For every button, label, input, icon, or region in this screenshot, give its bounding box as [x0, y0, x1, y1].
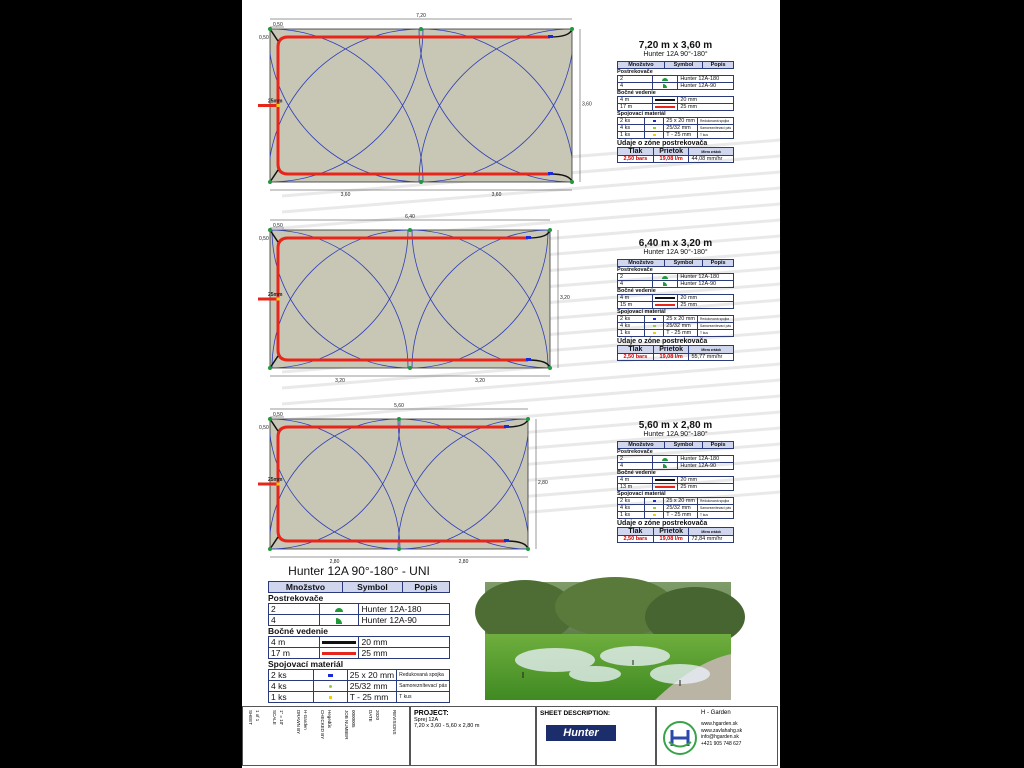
plan-subtitle: Hunter 12A 90°-180° [643, 431, 708, 438]
section-zone: Údaje o zóne postrekovača [617, 520, 708, 527]
reducer-fitting [526, 358, 531, 361]
fitting-icon [645, 125, 664, 132]
half-circle-sprinkler-icon [652, 274, 678, 281]
section-fittings: Spojovací materiál [617, 111, 666, 117]
red-pipe-icon [652, 302, 678, 309]
red-pipe-icon [652, 104, 678, 111]
sprinkler-qty: 2 [269, 604, 320, 615]
sprinkler-head [570, 180, 574, 184]
dim-half-left: 3,20 [335, 378, 345, 384]
lawn-area [270, 419, 528, 549]
fitting-qty: 2 ks [269, 670, 314, 681]
fitting-icon [645, 323, 664, 330]
dim-height: 2,80 [538, 480, 548, 486]
lateral-desc: 25 mm [359, 648, 450, 659]
sprinkler-head [408, 228, 412, 232]
sprinkler-head [548, 228, 552, 232]
header-qty: Množstvo [269, 582, 343, 593]
tee-icon [313, 692, 347, 703]
sprinkler-head [548, 366, 552, 370]
sprinkler-photo [485, 582, 731, 700]
main-legend-title: Hunter 12A 90°-180° - UNI [288, 564, 430, 578]
plan-title: 6,40 m x 3,20 m [638, 238, 713, 249]
pipe-size-label: 25mm [268, 477, 283, 483]
company-name: H - Garden [701, 710, 731, 716]
pipe-size-label: 25mm [268, 292, 283, 298]
title-block-field: DATE [368, 710, 373, 722]
reducer-fitting [548, 35, 553, 38]
title-block-field: H-Garden [303, 710, 308, 730]
dim-half-right: 3,60 [491, 192, 502, 198]
sprinkler-head [397, 547, 401, 551]
sprinkler-head [526, 417, 530, 421]
sprinkler-head [408, 366, 412, 370]
section-lateral: Bočné vedenie [617, 288, 656, 294]
sprinkler-head [268, 27, 272, 31]
title-block-field: Hegedűs [327, 710, 332, 729]
tee-fitting [277, 483, 280, 486]
company-box [656, 706, 778, 766]
dim-height: 3,20 [560, 295, 570, 301]
fitting-icon [645, 132, 664, 139]
lateral-rows [268, 636, 450, 659]
black-pipe-icon [652, 97, 678, 104]
header-symbol: Symbol [343, 582, 403, 593]
title-block-field: SCALE [272, 710, 277, 725]
quarter-circle-sprinkler-icon [652, 281, 678, 288]
section-zone: Údaje o zóne postrekovača [617, 338, 708, 345]
half-circle-sprinkler-icon [652, 76, 678, 83]
main-legend-table [268, 581, 450, 593]
sprinkler-head [570, 27, 574, 31]
title-block-field: REVISIONS [392, 710, 397, 735]
section-sprinklers: Postrekovače [617, 449, 653, 455]
project-line: 7,20 x 3,60 - 5,60 x 2,80 m [414, 723, 480, 729]
sheet-description-label: SHEET DESCRIPTION: [540, 710, 611, 717]
section-zone: Údaje o zóne postrekovača [617, 140, 708, 147]
dim-half-left: 3,60 [340, 192, 351, 198]
dim-offset-left: 0,50 [259, 236, 269, 242]
project-line: Sprej 12A [414, 717, 439, 723]
fitting-rows [268, 669, 450, 703]
reducer-fitting [504, 425, 509, 428]
sprinkler-head [268, 180, 272, 184]
company-phone: +421 905 748 627 [701, 740, 742, 747]
fitting-qty: 4 ks [269, 681, 314, 692]
sprinkler-head [397, 417, 401, 421]
title-block-field: 2020 [375, 710, 380, 721]
section-lateral: Bočné vedenie [617, 470, 656, 476]
plan-title: 5,60 m x 2,80 m [638, 420, 713, 431]
plan-title: 7,20 m x 3,60 m [638, 40, 713, 51]
legend-header: Množstvo Symbol Popis [617, 441, 734, 449]
sprinkler-head [268, 366, 272, 370]
half-circle-sprinkler-icon [652, 456, 678, 463]
saddle-icon [313, 681, 347, 692]
fitting-icon [645, 498, 664, 505]
section-sprinklers: Postrekovače [617, 267, 653, 273]
fitting-icon [645, 505, 664, 512]
dim-offset-top: 0,50 [273, 412, 283, 418]
tee-fitting [277, 104, 280, 107]
main-legend [268, 564, 450, 703]
plan-legend-3: 5,60 m x 2,80 m Hunter 12A 90°-180° Množstvo Symbol Popis Postrekovače 2 Hunter 12A-180 4 Hunter 12A-90 Bočné vedenie 4 m 20 mm 13 m 25 mm Spojovací materiál 2 ks 25 x 20 mm Redukovaná spojka 4 ks 25/32 mm Samoreznítevací pás 1 ks T - 25 mm T kus Údaje o zóne postrekovača Tlak Prietok Miera zrážok 2,50 bars 19,08 l/m 72,84 mm/hr [617, 420, 734, 543]
section-fittings: Spojovací materiál [617, 491, 666, 497]
dim-total-width: 6,40 [405, 214, 415, 220]
zone-table: Tlak Prietok Miera zrážok 2,50 bars 19,08 l/m 72,84 mm/hr [617, 527, 734, 543]
zone-table: Tlak Prietok Miera zrážok 2,50 bars 19,08 l/m 55,77 mm/hr [617, 345, 734, 361]
fitting-note: Redukovaná spojka [397, 670, 450, 681]
sprinkler-head [526, 547, 530, 551]
hunter-logo: Hunter [546, 725, 616, 741]
black-pipe-icon [652, 295, 678, 302]
fitting-icon [645, 330, 664, 337]
dim-offset-top: 0,50 [273, 223, 283, 229]
section-sprinklers: Postrekovače [268, 593, 324, 603]
lateral-qty: 4 m [269, 637, 320, 648]
lawn-plan-2 [258, 214, 586, 386]
fitting-icon [645, 316, 664, 323]
sheet-description-box [536, 706, 656, 766]
company-web[interactable]: www.hgarden.sk [701, 721, 738, 727]
dim-total-width: 7,20 [416, 13, 426, 19]
dim-offset-top: 0,50 [273, 22, 283, 28]
dim-offset-left: 0,50 [259, 425, 269, 431]
red-pipe-icon [319, 648, 359, 659]
fitting-desc: 25 x 20 mm [347, 670, 396, 681]
fitting-desc: T - 25 mm [347, 692, 396, 703]
reducer-fitting [504, 539, 509, 542]
fitting-qty: 1 ks [269, 692, 314, 703]
company-email[interactable]: info@hgarden.sk [701, 734, 739, 740]
half-circle-sprinkler-icon [319, 604, 359, 615]
fitting-note: T kus [397, 692, 450, 703]
sprinkler-rows [268, 603, 450, 626]
dim-height: 3,60 [582, 101, 592, 108]
quarter-circle-sprinkler-icon [652, 83, 678, 90]
fitting-note: Samoreznítevací pás [397, 681, 450, 692]
sprinkler-desc: Hunter 12A-180 [359, 604, 450, 615]
fitting-icon [645, 512, 664, 519]
header-desc: Popis [402, 582, 449, 593]
reducer-fitting [526, 236, 531, 239]
sprinkler-head [419, 180, 423, 184]
quarter-circle-sprinkler-icon [319, 615, 359, 626]
dim-offset-left: 0,50 [259, 35, 269, 41]
sprinkler-head [268, 417, 272, 421]
plan-subtitle: Hunter 12A 90°-180° [643, 249, 708, 256]
title-block-field: JOB NUMBER [344, 710, 349, 740]
reducer-icon [313, 670, 347, 681]
title-block-field: SHEET [248, 710, 253, 726]
lawn-area [270, 230, 550, 368]
lateral-desc: 20 mm [359, 637, 450, 648]
plan-legend-2: 6,40 m x 3,20 m Hunter 12A 90°-180° Množstvo Symbol Popis Postrekovače 2 Hunter 12A-180 4 Hunter 12A-90 Bočné vedenie 4 m 20 mm 15 m 25 mm Spojovací materiál 2 ks 25 x 20 mm Redukovaná spojka 4 ks 25/32 mm Samoreznítevací pás 1 ks T - 25 mm T kus Údaje o zóne postrekovača Tlak Prietok Miera zrážok 2,50 bars 19,08 l/m 55,77 mm/hr [617, 238, 734, 361]
title-block-field: 0000005 [351, 710, 356, 728]
dim-half-right: 3,20 [475, 378, 485, 384]
fitting-icon [645, 118, 664, 125]
black-pipe-icon [319, 637, 359, 648]
tee-fitting [277, 298, 280, 301]
fitting-desc: 25/32 mm [347, 681, 396, 692]
legend-header: Množstvo Symbol Popis [617, 61, 734, 69]
section-fittings: Spojovací materiál [268, 659, 344, 669]
plan-legend-1: 7,20 m x 3,60 m Hunter 12A 90°-180° Množstvo Symbol Popis Postrekovače 2 Hunter 12A-180 4 Hunter 12A-90 Bočné vedenie 4 m 20 mm 17 m 25 mm Spojovací materiál 2 ks 25 x 20 mm Redukovaná spojka 4 ks 25/32 mm Samoreznítevací pás 1 ks T - 25 mm T kus Údaje o zóne postrekovača Tlak Prietok Miera zrážok 2,50 bars 19,08 l/m 44,08 mm/hr [617, 40, 734, 163]
title-block-field: 1" = 10' [279, 710, 284, 726]
black-pipe-icon [652, 477, 678, 484]
reducer-fitting [548, 172, 553, 175]
pipe-size-label: 25mm [268, 98, 283, 105]
lateral-qty: 17 m [269, 648, 320, 659]
lawn-plan-3 [258, 402, 586, 568]
lawn-plan-1 [258, 10, 592, 200]
dim-total-width: 5,60 [394, 403, 404, 409]
company-web[interactable]: www.zavlahahg.sk [701, 727, 743, 734]
legend-header: Množstvo Symbol Popis [617, 259, 734, 267]
section-sprinklers: Postrekovače [617, 69, 653, 75]
quarter-circle-sprinkler-icon [652, 463, 678, 470]
red-pipe-icon [652, 484, 678, 491]
plan-subtitle: Hunter 12A 90°-180° [643, 51, 708, 58]
sprinkler-desc: Hunter 12A-90 [359, 615, 450, 626]
sprinkler-head [268, 228, 272, 232]
title-block-field: CHECKED BY [320, 710, 325, 740]
title-block-field: 1 of 1 [255, 710, 260, 722]
project-box [410, 706, 536, 766]
sprinkler-head [268, 547, 272, 551]
section-lateral: Bočné vedenie [268, 626, 328, 636]
section-fittings: Spojovací materiál [617, 309, 666, 315]
title-block-meta [242, 706, 410, 766]
dim-half-right: 2,80 [458, 559, 469, 565]
title-block-field: DRAWN BY [296, 710, 301, 735]
project-label: PROJECT: [414, 710, 449, 717]
sprinkler-head [419, 27, 423, 31]
sprinkler-qty: 4 [269, 615, 320, 626]
section-lateral: Bočné vedenie [617, 90, 656, 96]
zone-table: Tlak Prietok Miera zrážok 2,50 bars 19,08 l/m 44,08 mm/hr [617, 147, 734, 163]
h-garden-logo-icon [663, 721, 697, 755]
dim-half-left: 2,80 [329, 559, 340, 565]
